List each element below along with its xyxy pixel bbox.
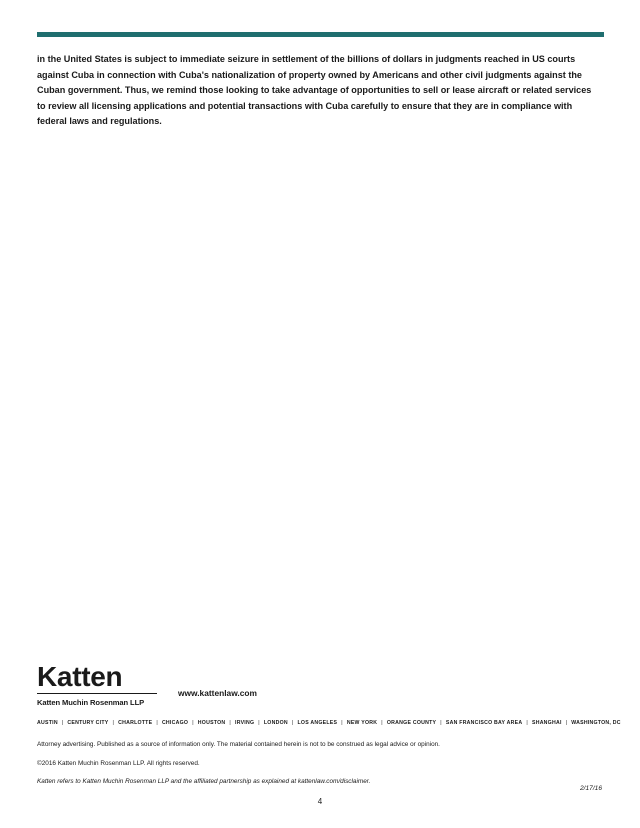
office-locations: [37, 720, 621, 726]
website-link[interactable]: www.kattenlaw.com: [178, 688, 257, 698]
office-separator: |: [341, 720, 343, 726]
office-separator: |: [440, 720, 442, 726]
katten-logo: [37, 663, 161, 707]
body-paragraph: in the United States is subject to immediate seizure in settlement of the billions of dollars in judgments reached in US courts against Cuba in connection with Cuba's nationalization of property owned by Americans and other civil judgments against the Cuban government. Thus, we remind those looking to take advantage of opportunities to sell or lease aircraft or related services to review all licensing applications and potential transactions with Cuba carefully to ensure that they are in compliance with federal laws and regulations.: [37, 54, 592, 126]
office-location: NEW YORK: [346, 720, 378, 726]
office-location: CHICAGO: [161, 720, 189, 726]
office-separator: |: [258, 720, 260, 726]
office-location: HOUSTON: [197, 720, 226, 726]
office-location: WASHINGTON, DC: [571, 720, 621, 726]
logo-firm-name: Katten Muchin Rosenman LLP: [37, 698, 145, 707]
office-separator: |: [192, 720, 194, 726]
logo-wordmark: Katten: [37, 661, 123, 692]
advertising-notice: Attorney advertising. Published as a source of information only. The material contained herein is not to be construed as legal advice or opinion.: [37, 741, 440, 748]
office-location: LONDON: [263, 720, 288, 726]
header-accent-rule: [37, 32, 604, 37]
office-separator: |: [156, 720, 158, 726]
office-separator: |: [291, 720, 294, 726]
office-location: CHARLOTTE: [118, 720, 153, 726]
office-separator: |: [565, 720, 568, 726]
office-separator: |: [526, 720, 528, 726]
office-location: SHANGHAI: [531, 720, 562, 726]
office-location: CENTURY CITY: [67, 720, 109, 726]
logo-underline: [37, 693, 157, 694]
office-location: AUSTIN: [37, 720, 58, 726]
page-number: 4: [317, 797, 323, 806]
office-separator: |: [381, 720, 383, 726]
office-separator: |: [229, 720, 231, 726]
office-location: IRVING: [235, 720, 255, 726]
document-date: 2/17/16: [580, 785, 602, 792]
disclaimer-notice: Katten refers to Katten Muchin Rosenman LLP and the affiliated partnership as explained at kattenlaw.com/disclaimer.: [37, 778, 371, 785]
office-location: LOS ANGELES: [297, 720, 338, 726]
copyright-notice: ©2016 Katten Muchin Rosenman LLP. All rights reserved.: [37, 760, 200, 767]
office-separator: |: [61, 720, 64, 726]
office-location: SAN FRANCISCO BAY AREA: [445, 720, 523, 726]
office-separator: |: [112, 720, 115, 726]
office-location: ORANGE COUNTY: [386, 720, 437, 726]
